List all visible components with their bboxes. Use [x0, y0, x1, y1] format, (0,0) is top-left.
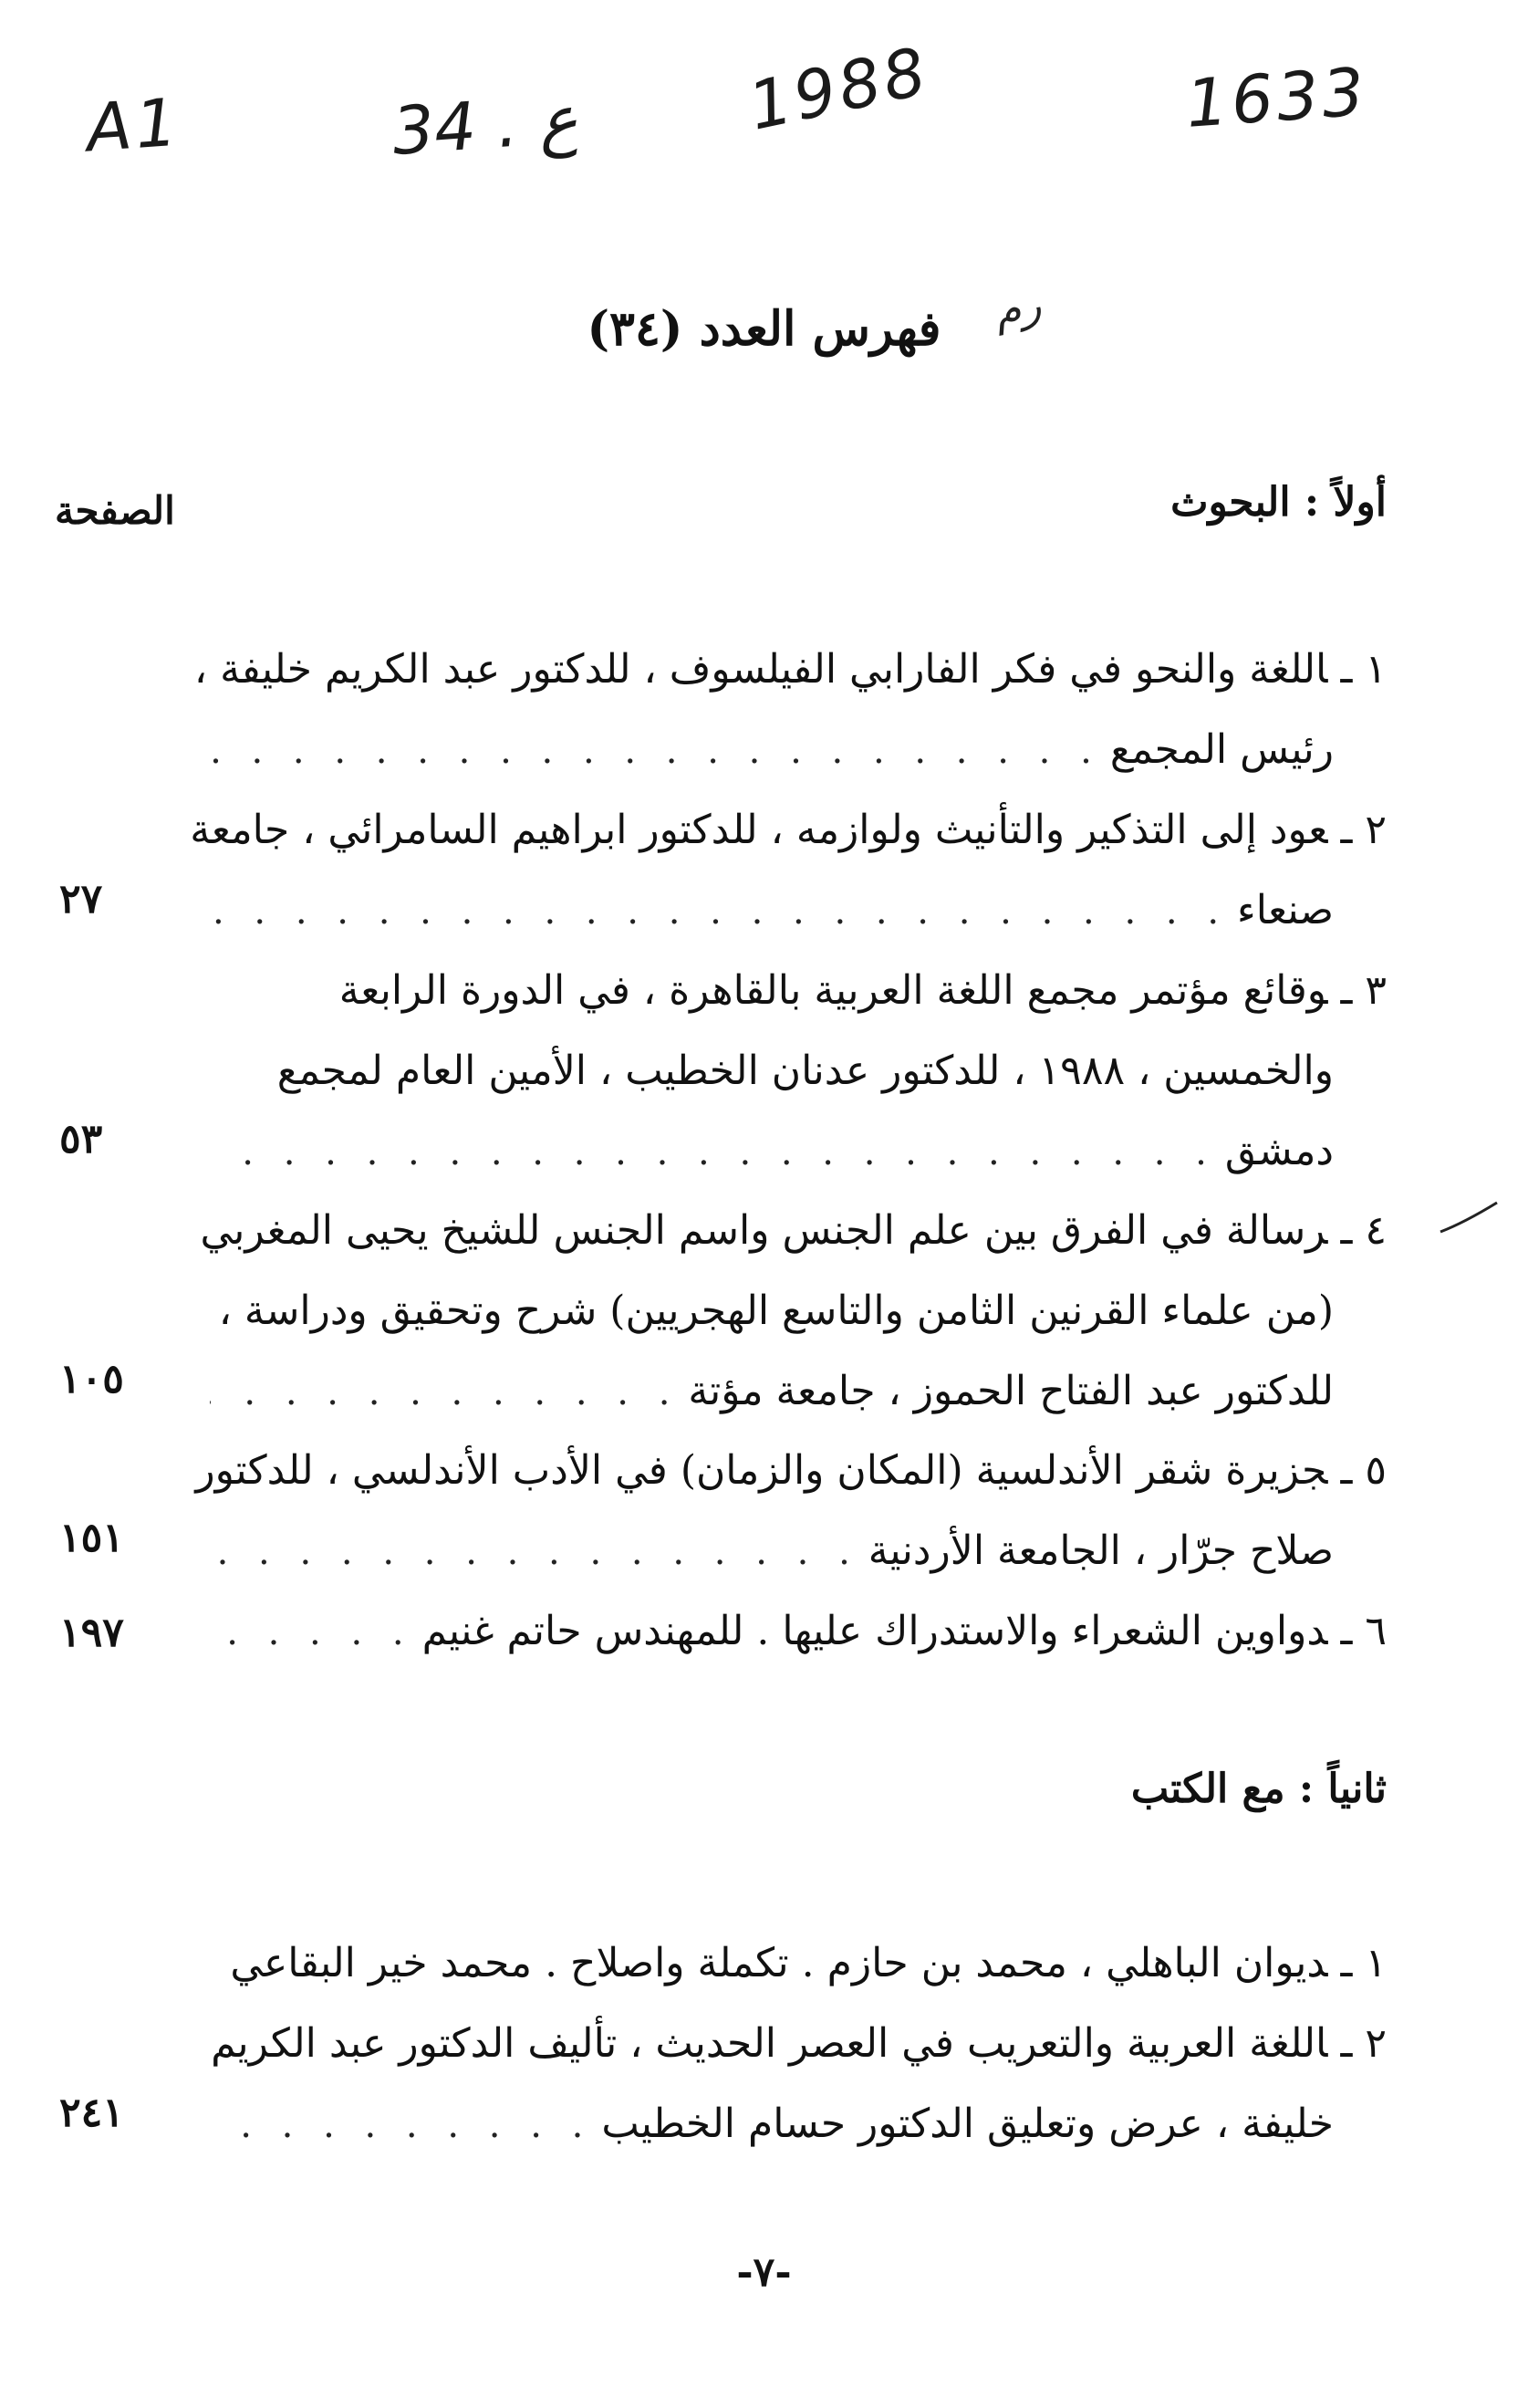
entry-text: رسالة في الفرق بين علم الجنس واسم الجنس للشيخ يحيى المغربي [200, 1207, 1328, 1254]
handwritten-year: 1988 [742, 32, 936, 145]
page-number: -٧- [736, 2249, 792, 2296]
entry-text: والخمسين ، ١٩٨٨ ، للدكتور عدنان الخطيب ، الأمين العام لمجمع [276, 1048, 1334, 1094]
toc-entry [210, 1591, 1387, 1672]
entry-number: ٢ ـ [1340, 807, 1387, 853]
page-title: فهرس العدد (٣٤) [587, 301, 941, 357]
title-mark: ﺭﻡ [990, 279, 1045, 336]
entry-number: ١ ـ [1340, 646, 1387, 693]
dot-leader [210, 1352, 679, 1433]
dot-leader [210, 1592, 413, 1673]
handwritten-ref: 1633 [1183, 53, 1370, 142]
entry-page-number: ٥٣ [59, 1116, 103, 1162]
handwritten-issue: 34 . ع [390, 80, 580, 170]
toc-entry [195, 1431, 1387, 1591]
section-heading-books: ثانياً : مع الكتب [1130, 1766, 1387, 1812]
entry-number: ٦ ـ [1340, 1608, 1387, 1654]
entry-text: رئيس المجمع [1109, 726, 1334, 773]
entry-text: صلاح جرّار ، الجامعة الأردنية [868, 1527, 1334, 1574]
entry-text: للدكتور عبد الفتاح الحموز ، جامعة مؤتة [688, 1368, 1334, 1414]
entry-number: ٢ ـ [1340, 2020, 1387, 2067]
entry-text: وقائع مؤتمر مجمع اللغة العربية بالقاهرة ، في الدورة الرابعة [338, 967, 1328, 1014]
entry-text: اللغة العربية والتعريب في العصر الحديث ، تأليف الدكتور عبد الكريم [211, 2020, 1328, 2067]
entry-text: صنعاء [1237, 887, 1334, 933]
checkmark-icon [1437, 1195, 1501, 1250]
entry-page-number: ١٥١ [59, 1515, 124, 1561]
toc-entry [200, 1191, 1387, 1432]
dot-leader [210, 711, 1101, 791]
entry-text: عود إلى التذكير والتأنيث ولوازمه ، للدكتور ابراهيم السامرائي ، جامعة [190, 807, 1328, 853]
dot-leader [210, 2085, 592, 2165]
entry-number: ٥ ـ [1340, 1447, 1387, 1494]
entry-text: خليفة ، عرض وتعليق الدكتور حسام الخطيب [601, 2100, 1334, 2147]
toc-entry [210, 951, 1387, 1192]
toc-entry [190, 790, 1387, 951]
dot-leader [210, 1112, 1216, 1193]
entry-number: ٣ ـ [1340, 967, 1387, 1014]
section-heading-research: أولاً : البحوث [1170, 479, 1387, 526]
toc-entry [193, 630, 1387, 790]
entry-text: جزيرة شقر الأندلسية (المكان والزمان) في الأدب الأندلسي ، للدكتور [195, 1447, 1328, 1494]
handwritten-code: A1 [84, 83, 183, 167]
entry-text: دواوين الشعراء والاستدراك عليها . للمهندس حاتم غنيم [421, 1608, 1328, 1654]
toc-entry [210, 2004, 1387, 2164]
entry-text: اللغة والنحو في فكر الفارابي الفيلسوف ، للدكتور عبد الكريم خليفة ، [193, 646, 1328, 693]
entry-text: (من علماء القرنين الثامن والتاسع الهجريين) شرح وتحقيق ودراسة ، [218, 1287, 1334, 1334]
entry-number: ٤ ـ [1340, 1207, 1387, 1254]
entry-text: دمشق [1224, 1128, 1334, 1174]
dot-leader [210, 1512, 859, 1592]
entry-text: ديوان الباهلي ، محمد بن حازم . تكملة واصلاح . محمد خير البقاعي [230, 1940, 1328, 1986]
entry-number: ١ ـ [1340, 1940, 1387, 1986]
dot-leader [210, 871, 1228, 952]
toc-entry [210, 1923, 1387, 2004]
entry-page-number: ١٠٥ [59, 1356, 124, 1402]
page-column-heading: الصفحة [55, 488, 175, 533]
entry-page-number: ٢٤١ [59, 2090, 124, 2136]
entry-page-number: ١٩٧ [59, 1610, 124, 1656]
entry-page-number: ٢٧ [59, 876, 103, 923]
